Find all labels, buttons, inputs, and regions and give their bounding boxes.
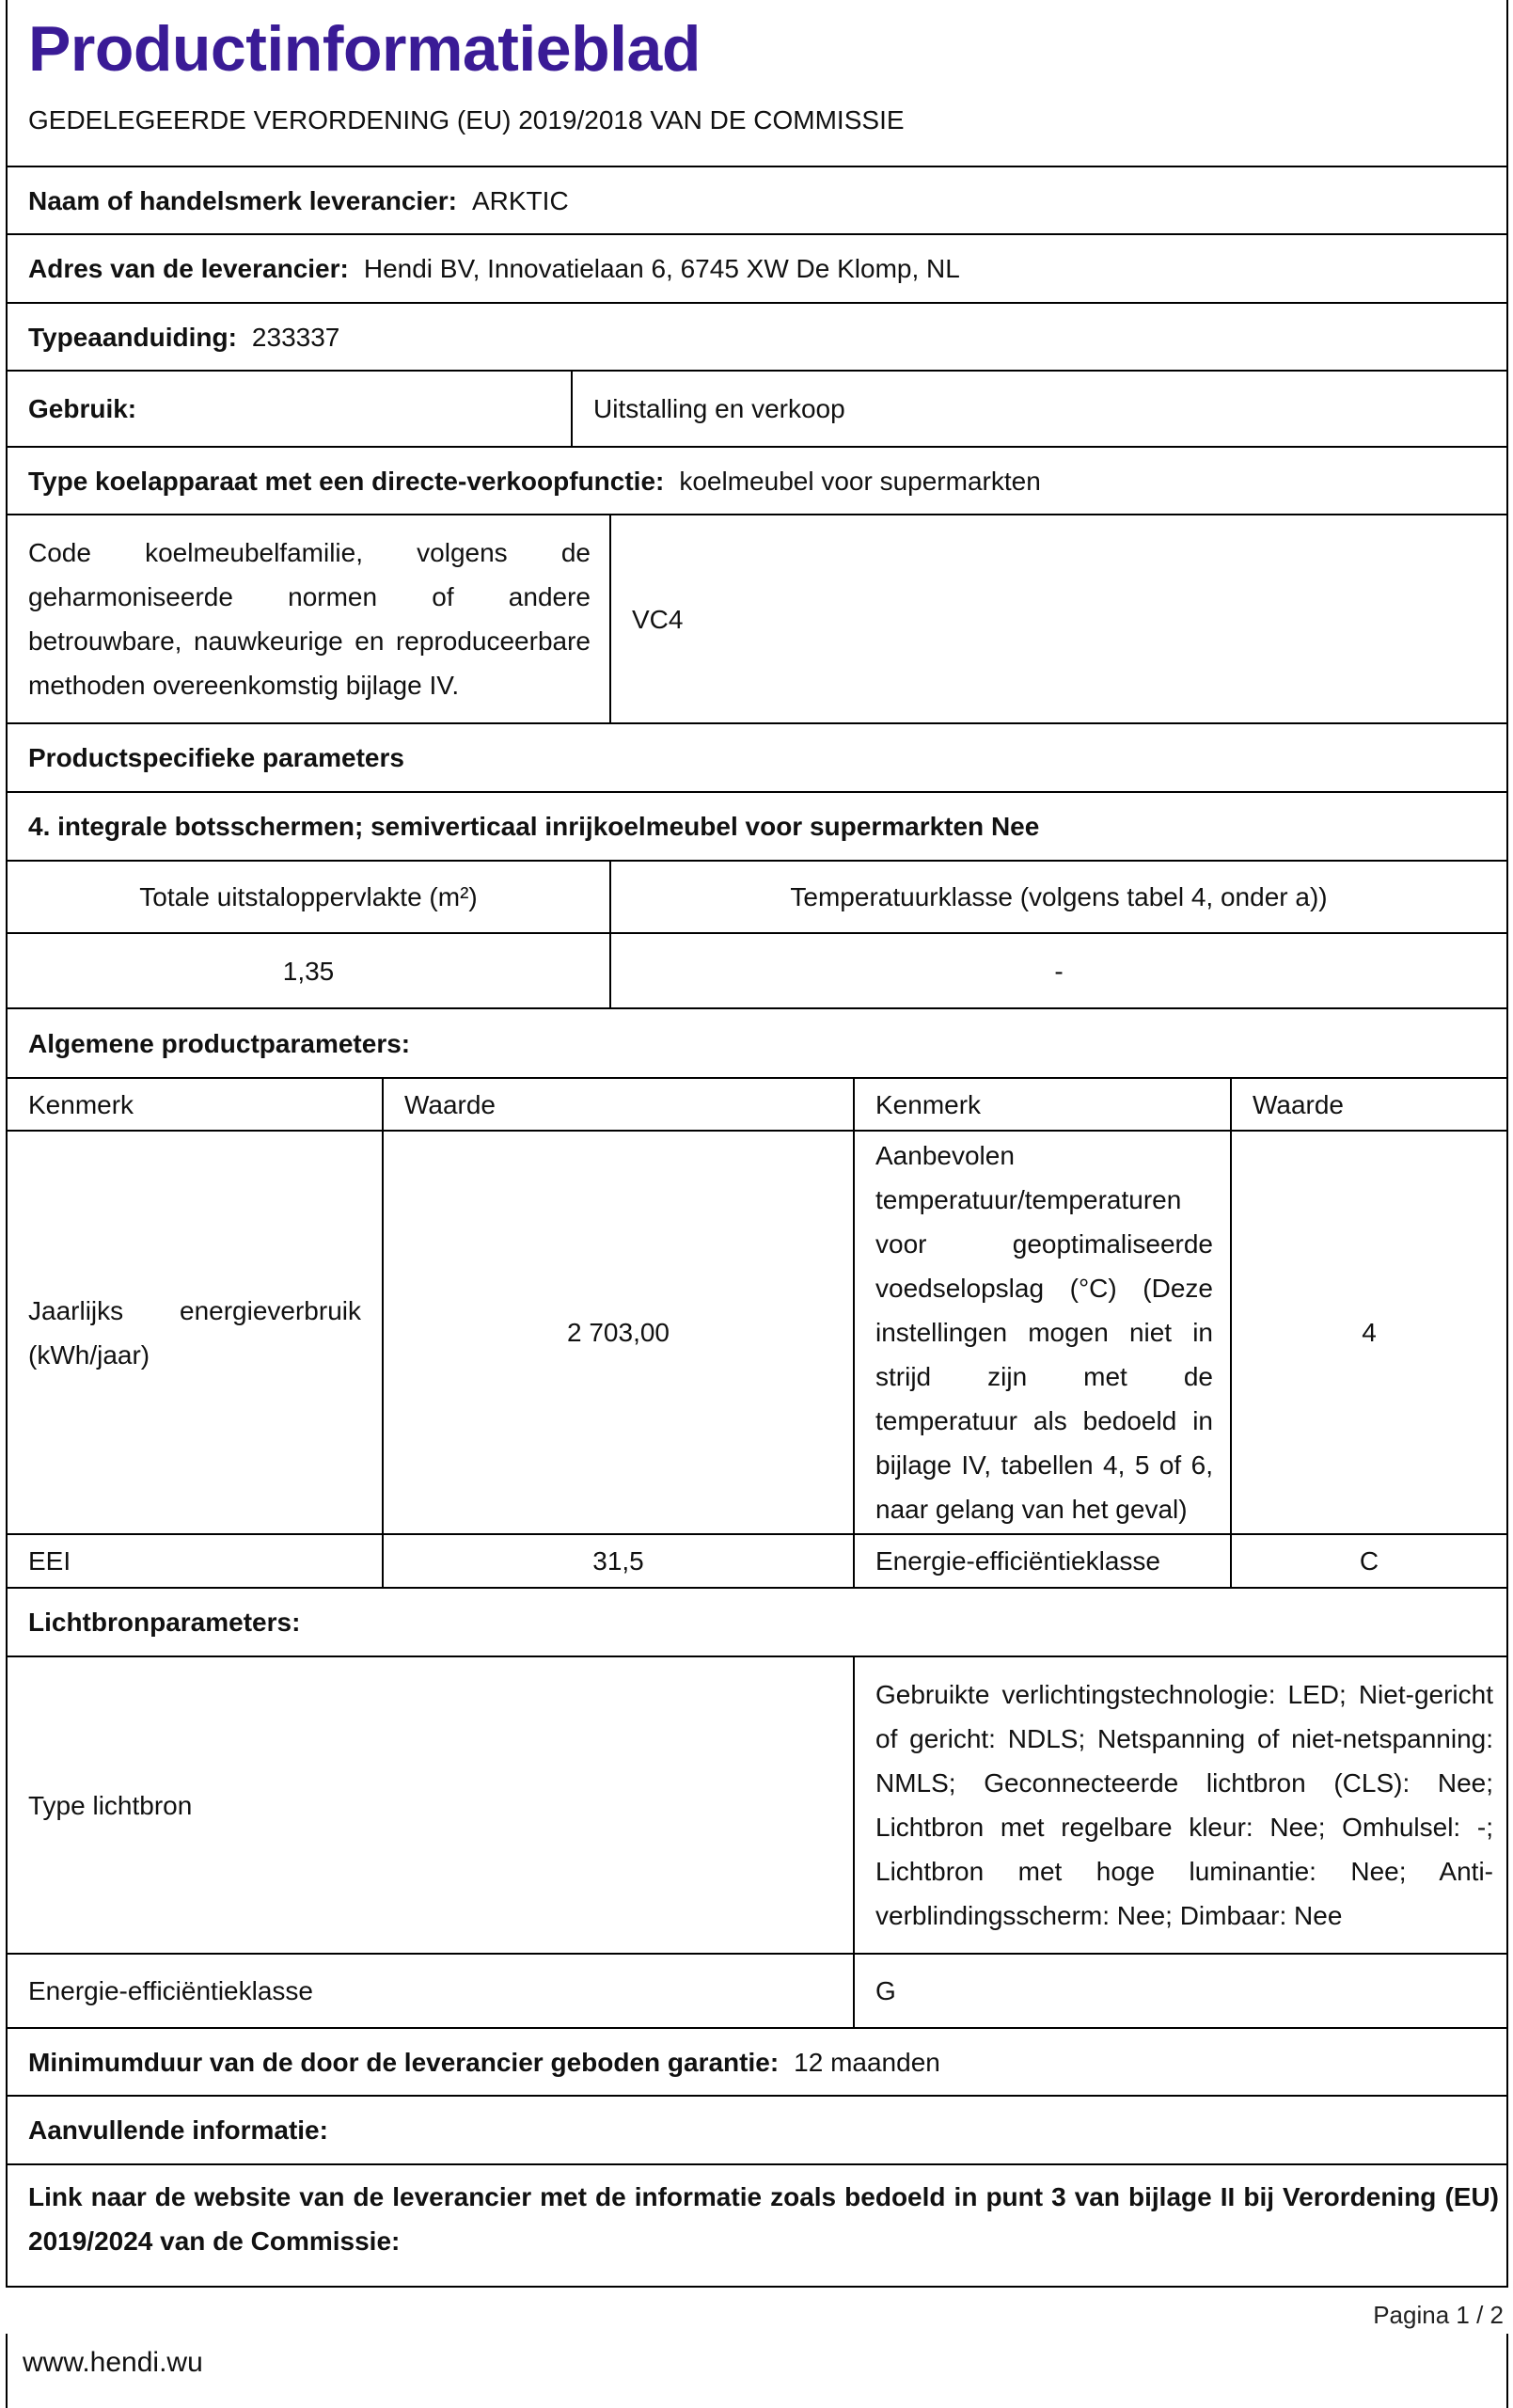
supplier-name-label: Naam of handelsmerk leverancier: — [28, 185, 457, 215]
general-heading-row — [8, 1009, 1506, 1079]
light-source-type-value: Gebruikte verlichtingstechnologie: LED; Niet-gericht of gericht: NDLS; Netspanning of niet-netspanning: NMLS; Geconnecteerde lichtbron (CLS): Nee; Lichtbron met regelbare kleur: Nee; Omhulsel: -; Lichtbron met hoge luminantie: Nee; Anti-verblindingsscherm: Nee; Dimbaar: Nee — [853, 1657, 1506, 1953]
website-link-row — [8, 2165, 1506, 2269]
family-code-value: VC4 — [609, 515, 1506, 722]
website-link-text: Link naar de website van de leverancier met de informatie zoals bedoeld in punt 3 van bijlage II bij Verordening (EU) 2019/2024 van de Commissie: — [28, 2182, 1499, 2256]
warranty-label: Minimumduur van de door de leverancier geboden garantie: — [28, 2047, 780, 2077]
appliance-type-value: koelmeubel voor supermarkten — [679, 466, 1041, 496]
type-designation-value: 233337 — [251, 322, 340, 352]
general-header-feature-2: Kenmerk — [853, 1079, 1230, 1130]
light-source-type-label: Type lichtbron — [28, 1790, 193, 1820]
general-header-feature-1: Kenmerk — [28, 1089, 134, 1119]
supplier-name-value: ARKTIC — [471, 185, 569, 215]
supplier-address-label: Adres van de leverancier: — [28, 254, 349, 283]
display-area-value: 1,35 — [282, 956, 335, 986]
general-header-row — [8, 1079, 1506, 1132]
appliance-type-row — [8, 448, 1506, 515]
header-block — [8, 0, 1506, 98]
specific-item: 4. integrale botsschermen; semiverticaal inrijkoelmeubel voor supermarkten Nee — [28, 812, 1040, 841]
temperature-class-value: - — [609, 934, 1506, 1007]
family-code-row — [8, 515, 1506, 724]
annual-energy-label: Jaarlijks energieverbruik (kWh/jaar) — [28, 1295, 361, 1370]
general-header-value-2: Waarde — [1230, 1079, 1506, 1130]
product-information-sheet — [6, 0, 1508, 2288]
specific-item-row — [8, 793, 1506, 862]
type-designation-row — [8, 304, 1506, 372]
light-heading-row — [8, 1589, 1506, 1657]
usage-value: Uitstalling en verkoop — [571, 372, 1506, 446]
light-energy-class-label: Energie-efficiëntieklasse — [28, 1976, 313, 2005]
general-header-value-1: Waarde — [382, 1079, 853, 1130]
specific-heading: Productspecifieke parameters — [28, 743, 404, 772]
warranty-value: 12 maanden — [794, 2047, 940, 2077]
light-energy-class-value: G — [853, 1955, 1506, 2027]
page-number: Pagina 1 / 2 — [1373, 2301, 1504, 2329]
usage-label: Gebruik: — [28, 394, 137, 423]
temperature-class-header: Temperatuurklasse (volgens tabel 4, onder a)) — [609, 862, 1506, 932]
display-area-header: Totale uitstaloppervlakte (m²) — [139, 882, 478, 911]
usage-row — [8, 372, 1506, 448]
supplier-name-row — [8, 167, 1506, 235]
eei-value: 31,5 — [382, 1535, 853, 1587]
additional-heading-row — [8, 2097, 1506, 2165]
page-title: Productinformatieblad — [28, 13, 701, 85]
light-type-row — [8, 1657, 1506, 1955]
appliance-type-label: Type koelapparaat met een directe-verkoopfunctie: — [28, 466, 665, 496]
general-energy-row — [8, 1132, 1506, 1535]
recommended-temperature-label: Aanbevolen temperatuur/temperaturen voor geoptimaliseerde voedselopslag (°C) (Deze instellingen mogen niet in strijd zijn met de temperatuur als bedoeld in bijlage IV, tabellen 4, 5 of 6, naar gelang van het geval) — [853, 1132, 1230, 1533]
specific-value-row — [8, 934, 1506, 1009]
regulation-subtitle: GEDELEGEERDE VERORDENING (EU) 2019/2018 VAN DE COMMISSIE — [28, 105, 905, 135]
energy-class-value: C — [1230, 1535, 1506, 1587]
light-heading: Lichtbronparameters: — [28, 1608, 301, 1637]
type-designation-label: Typeaanduiding: — [28, 322, 237, 352]
energy-class-label: Energie-efficiëntieklasse — [853, 1535, 1230, 1587]
recommended-temperature-value: 4 — [1230, 1132, 1506, 1533]
warranty-row — [8, 2029, 1506, 2097]
supplier-address-row — [8, 235, 1506, 304]
specific-header-row — [8, 862, 1506, 934]
footer-website[interactable]: www.hendi.wu — [6, 2334, 1508, 2408]
regulation-row — [8, 98, 1506, 167]
annual-energy-value: 2 703,00 — [382, 1132, 853, 1533]
general-eei-row — [8, 1535, 1506, 1589]
light-class-row — [8, 1955, 1506, 2029]
supplier-address-value: Hendi BV, Innovatielaan 6, 6745 XW De Klomp, NL — [363, 254, 960, 283]
family-code-label: Code koelmeubelfamilie, volgens de geharmoniseerde normen of andere betrouwbare, nauwkeurige en reproduceerbare methoden overeenkomstig bijlage IV. — [28, 538, 591, 700]
eei-label: EEI — [28, 1546, 71, 1576]
additional-heading: Aanvullende informatie: — [28, 2115, 328, 2145]
general-heading: Algemene productparameters: — [28, 1028, 411, 1058]
specific-heading-row — [8, 724, 1506, 793]
